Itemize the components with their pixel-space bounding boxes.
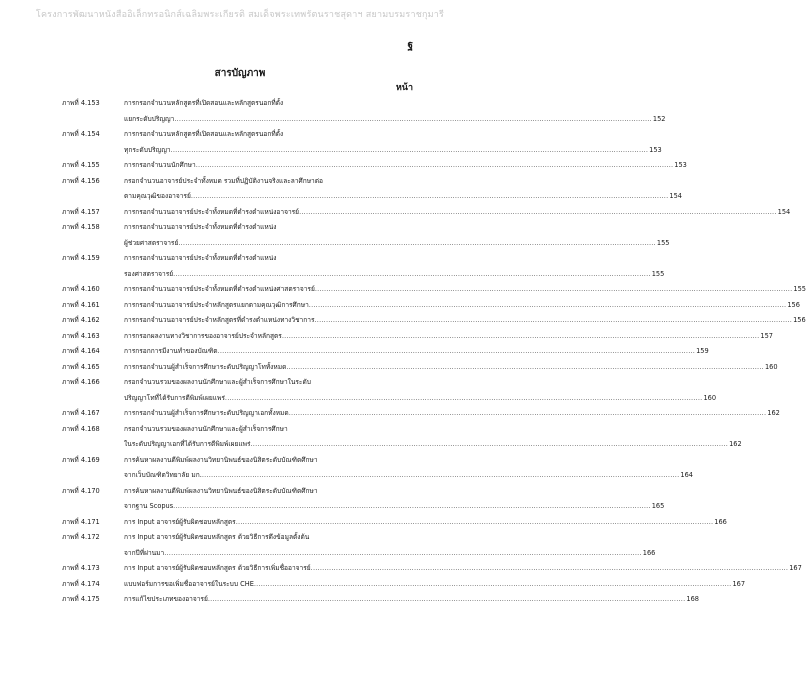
dot-leader: [315, 313, 793, 329]
dot-leader: [254, 577, 732, 593]
figure-label: ภาพที่ 4.158: [62, 223, 100, 231]
dot-leader: [196, 158, 674, 174]
toc-line: [62, 96, 407, 112]
figure-label: ภาพที่ 4.156: [62, 176, 100, 185]
toc-line: [62, 530, 407, 546]
figure-caption: การ Input อาจารย์ผู้รับผิดชอบหลักสูตร ด้วยวิธีการเพิ่มชื่ออาจารย์: [124, 564, 311, 572]
toc-entry: [62, 360, 778, 376]
toc-line: [62, 422, 407, 438]
toc-line: [62, 298, 800, 314]
dot-leader: [174, 112, 652, 128]
figure-caption: จากเว็บบัณฑิตวิทยาลัย มก.: [124, 471, 202, 479]
page-ref: 157: [760, 331, 773, 340]
toc-entry: [62, 530, 656, 561]
page-ref: 167: [732, 579, 746, 588]
figure-label: ภาพที่ 4.159: [62, 254, 100, 262]
figure-caption: แยกระดับปริญญา: [124, 114, 175, 123]
figure-caption: กรอกจำนวนรวมของผลงานนักศึกษาและผู้สำเร็จการศึกษาในระดับ: [124, 378, 311, 386]
toc-entry: [62, 127, 662, 158]
figure-label: ภาพที่ 4.174: [62, 579, 100, 588]
figure-label: ภาพที่ 4.168: [62, 424, 100, 433]
page-ref: 166: [714, 517, 727, 526]
figure-caption: การ Input อาจารย์ผู้รับผิดชอบหลักสูตร ด้วยวิธีการดึงข้อมูลตั้งต้น: [124, 533, 310, 541]
figure-caption: แบบฟอร์มการขอเพิ่มชื่ออาจารย์ในระบบ CHE: [124, 579, 254, 588]
dot-leader: [171, 143, 649, 159]
figure-caption: การกรอกจำนวนอาจารย์ประจำหลักสูตรที่ดำรงตำแหน่งทางวิชาการ: [124, 316, 315, 324]
toc-line: [62, 561, 802, 577]
figure-caption: การกรอกจำนวนอาจารย์ประจำทั้งหมดที่ดำรงตำแหน่ง: [124, 254, 277, 262]
toc-line: [62, 453, 407, 469]
page-ref: 160: [703, 393, 717, 402]
figure-label: ภาพที่ 4.166: [62, 378, 100, 386]
page-ref: 160: [764, 362, 778, 371]
toc-line: [62, 437, 742, 453]
toc-entry: [62, 406, 780, 422]
page-ref: 155: [793, 285, 806, 293]
page-ref: 164: [680, 471, 693, 479]
toc-entry: [62, 205, 791, 221]
toc-line: [62, 143, 662, 159]
page-ref: 156: [793, 316, 806, 324]
figure-caption: ในระดับปริญญาเอกที่ได้รับการตีพิมพ์เผยแพร่: [124, 440, 251, 448]
page-ref: 162: [729, 440, 742, 448]
toc-entry: [62, 344, 709, 360]
page-ref: 167: [789, 564, 802, 572]
toc-line: [62, 251, 407, 267]
dot-leader: [299, 205, 777, 221]
toc-line: [62, 391, 717, 407]
toc-entry: [62, 515, 727, 531]
toc-entry: [62, 251, 665, 282]
figure-label: ภาพที่ 4.162: [62, 316, 100, 324]
toc-line: [62, 360, 778, 376]
dot-leader: [202, 468, 680, 484]
page-ref: 166: [642, 548, 656, 557]
toc-entry: [62, 453, 693, 484]
dot-leader: [251, 437, 729, 453]
figure-caption: การกรอกผลงานทางวิชาการของอาจารย์ประจำหลักสูตร: [124, 331, 282, 340]
figure-caption: การกรอกจำนวนผู้สำเร็จการศึกษาระดับปริญญาเอกทั้งหมด: [124, 409, 289, 417]
toc-line: [62, 236, 670, 252]
toc-entry: [62, 561, 802, 577]
dot-leader: [173, 267, 651, 283]
figure-caption: การกรอกจำนวนอาจารย์ประจำทั้งหมดที่ดำรงตำแหน่ง: [124, 223, 277, 231]
figure-label: ภาพที่ 4.157: [62, 207, 100, 216]
page-ref: 152: [652, 114, 666, 123]
figure-caption: กรอกจำนวนรวมของผลงานนักศึกษาและผู้สำเร็จการศึกษา: [124, 424, 288, 433]
figure-caption: รองศาสตราจารย์: [124, 269, 174, 278]
toc-entry: [62, 174, 682, 205]
toc-entry: [62, 329, 773, 345]
toc-line: [62, 174, 407, 190]
figure-caption: ผู้ช่วยศาสตราจารย์: [124, 238, 179, 247]
toc-line: [62, 205, 791, 221]
toc-line: [62, 468, 693, 484]
figure-caption: การค้นหาผลงานตีพิมพ์ผลงานวิทยานิพนธ์ของนิสิตระดับบัณฑิตศึกษา: [124, 486, 318, 495]
figure-caption: การ Input อาจารย์ผู้รับผิดชอบหลักสูตร: [124, 517, 236, 526]
toc-line: [62, 484, 407, 500]
figure-label: ภาพที่ 4.175: [62, 595, 100, 603]
figure-label: ภาพที่ 4.154: [62, 130, 100, 138]
toc-entry: [62, 282, 806, 298]
toc-line: [62, 344, 709, 360]
toc-entry: [62, 96, 666, 127]
toc-line: [62, 112, 666, 128]
dot-leader: [315, 282, 793, 298]
figure-caption: กรอกจำนวนอาจารย์ประจำทั้งหมด รวมที่ปฏิบัติงานจริงและลาศึกษาต่อ: [124, 176, 323, 185]
figure-caption: การกรอกจำนวนอาจารย์ประจำทั้งหมดที่ดำรงตำแหน่งศาสตราจารย์: [124, 285, 315, 293]
figure-label: ภาพที่ 4.164: [62, 347, 100, 355]
figure-caption: การกรอกจำนวนอาจารย์ประจำทั้งหมดที่ดำรงตำแหน่งอาจารย์: [124, 207, 300, 216]
toc-line: [62, 329, 773, 345]
toc-line: [62, 375, 407, 391]
figure-caption: การกรอกจำนวนผู้สำเร็จการศึกษาระดับปริญญาโททั้งหมด: [124, 362, 287, 371]
page-ref: 155: [651, 269, 665, 278]
page-ref: 153: [674, 161, 687, 169]
figure-label: ภาพที่ 4.161: [62, 300, 100, 309]
figure-label: ภาพที่ 4.167: [62, 409, 100, 417]
dot-leader: [218, 344, 696, 360]
dot-leader: [282, 329, 760, 345]
toc-entry: [62, 313, 806, 329]
toc-line: [62, 592, 699, 608]
page-ref: 168: [686, 595, 699, 603]
toc-line: [62, 127, 407, 143]
toc-line: [62, 220, 407, 236]
figure-label: ภาพที่ 4.163: [62, 331, 100, 340]
toc-line: [62, 313, 806, 329]
dot-leader: [309, 298, 787, 314]
page-column-heading: หน้า: [395, 83, 413, 93]
page-ref: 155: [656, 238, 670, 247]
figure-caption: การกรอกจำนวนหลักสูตรที่เปิดสอนและหลักสูตรนอกที่ตั้ง: [124, 130, 284, 138]
figure-caption: ทุกระดับปริญญา: [124, 145, 171, 154]
dot-leader: [311, 561, 789, 577]
figure-caption: ปริญญาโทที่ได้รับการตีพิมพ์เผยแพร่: [124, 393, 225, 402]
figure-label: ภาพที่ 4.165: [62, 362, 100, 371]
page-ref: 159: [696, 347, 709, 355]
figure-caption: การกรอกจำนวนอาจารย์ประจำหลักสูตรแยกตามคุณวุฒิการศึกษา: [124, 300, 309, 309]
figure-label: ภาพที่ 4.173: [62, 564, 100, 572]
dot-leader: [225, 391, 703, 407]
toc-entry: [62, 577, 746, 593]
toc-entry: [62, 484, 665, 515]
page-ref: 154: [777, 207, 791, 216]
toc-line: [62, 282, 806, 298]
page-number: ฐ: [407, 40, 413, 51]
dot-leader: [191, 189, 669, 205]
toc-line: [62, 546, 656, 562]
toc-line: [62, 499, 665, 515]
figure-caption: การกรอกการมีงานทำของบัณฑิต: [124, 347, 218, 355]
figure-caption: การค้นหาผลงานตีพิมพ์ผลงานวิทยานิพนธ์ของนิสิตระดับบัณฑิตศึกษา: [124, 455, 318, 464]
toc-line: [62, 515, 727, 531]
figure-label: ภาพที่ 4.155: [62, 161, 100, 169]
page-ref: 165: [651, 502, 665, 510]
figure-caption: ตามคุณวุฒิของอาจารย์: [124, 192, 191, 200]
figure-caption: การกรอกจำนวนนักศึกษา: [124, 161, 196, 169]
toc-line: [62, 577, 746, 593]
toc-entry: [62, 592, 699, 608]
dot-leader: [289, 406, 767, 422]
figure-caption: จากฐาน Scopus: [124, 502, 174, 510]
figure-label: ภาพที่ 4.153: [62, 99, 100, 107]
toc-entry: [62, 220, 670, 251]
toc-entry: [62, 298, 800, 314]
page-title: สารบัญภาพ: [214, 68, 266, 79]
figure-label: ภาพที่ 4.172: [62, 533, 100, 541]
page-ref: 156: [787, 300, 800, 309]
dot-leader: [286, 360, 764, 376]
toc-line: [62, 158, 687, 174]
dot-leader: [236, 515, 714, 531]
page-ref: 153: [649, 145, 662, 154]
toc-entry: [62, 375, 717, 406]
toc-entry: [62, 158, 687, 174]
toc-line: [62, 406, 780, 422]
figure-label: ภาพที่ 4.160: [62, 285, 100, 293]
figure-label: ภาพที่ 4.171: [62, 517, 100, 526]
page-ref: 162: [767, 409, 780, 417]
dot-leader: [178, 236, 656, 252]
toc-line: [62, 189, 682, 205]
figure-label: ภาพที่ 4.170: [62, 486, 100, 495]
dot-leader: [164, 546, 642, 562]
page-ref: 154: [669, 192, 682, 200]
figure-label: ภาพที่ 4.169: [62, 455, 100, 464]
dot-leader: [173, 499, 651, 515]
toc-entry: [62, 422, 742, 453]
figure-caption: การกรอกจำนวนหลักสูตรที่เปิดสอนและหลักสูตรนอกที่ตั้ง: [124, 99, 284, 107]
figure-caption: การแก้ไขประเภทของอาจารย์: [124, 595, 208, 603]
toc-line: [62, 267, 665, 283]
watermark-text: โครงการพัฒนาหนังสืออิเล็กทรอนิกส์เฉลิมพระเกียรติ สมเด็จพระเทพรัตนราชสุดาฯ สยามบรมราชกุมารี: [35, 10, 445, 20]
dot-leader: [208, 592, 686, 608]
table-of-figures: [62, 96, 806, 608]
figure-caption: จากปีที่ผ่านมา: [124, 548, 165, 557]
